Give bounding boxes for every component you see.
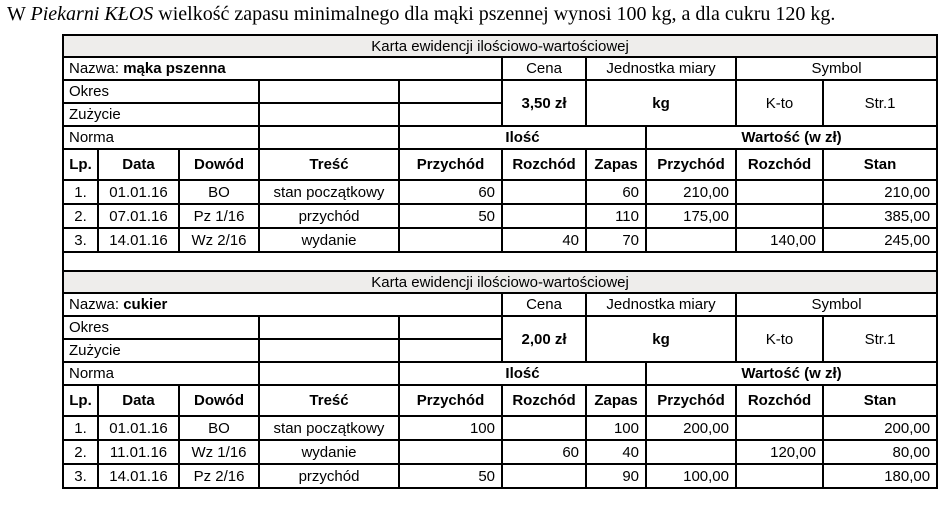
intro-bakery-name: Piekarni KŁOS [30, 3, 154, 25]
card-title-row [63, 35, 937, 57]
cell: przychód [259, 464, 399, 488]
cell: 180,00 [823, 464, 937, 488]
col-header-przychod-ilosc: Przychód [399, 385, 502, 416]
cell: 07.01.16 [98, 204, 179, 228]
norma-row [63, 362, 937, 385]
cell: 210,00 [823, 180, 937, 204]
table-row [63, 204, 937, 228]
cell: 110 [586, 204, 646, 228]
cell [502, 180, 586, 204]
norma-row [63, 126, 937, 149]
col-header-przychod-wartosc: Przychód [646, 385, 736, 416]
intro-prefix: W [7, 3, 31, 25]
name-label: Nazwa: [69, 296, 120, 313]
cell [399, 440, 502, 464]
intro-sentence [0, 0, 938, 26]
cell: 90 [586, 464, 646, 488]
col-header-stan: Stan [823, 385, 937, 416]
cell: 40 [586, 440, 646, 464]
col-header-stan: Stan [823, 149, 937, 180]
cell: wydanie [259, 440, 399, 464]
col-header-rozchod-ilosc: Rozchód [502, 385, 586, 416]
cell [502, 464, 586, 488]
cell [736, 180, 823, 204]
cell: 50 [399, 204, 502, 228]
col-header-tresc: Treść [259, 385, 399, 416]
col-header-dowod: Dowód [179, 149, 259, 180]
cell [259, 80, 399, 103]
spacer-row [63, 252, 937, 271]
okres-row [63, 316, 937, 339]
cell: 60 [586, 180, 646, 204]
price-header: Cena [502, 57, 586, 80]
table-row [63, 180, 937, 204]
cell: 175,00 [646, 204, 736, 228]
zuzycie-label: Zużycie [63, 339, 259, 362]
unit-header: Jednostka miary [586, 57, 736, 80]
cell: 120,00 [736, 440, 823, 464]
cell: 1. [63, 180, 98, 204]
cell: stan początkowy [259, 180, 399, 204]
name-row [63, 293, 937, 316]
cell: wydanie [259, 228, 399, 252]
cell: 245,00 [823, 228, 937, 252]
cell: 100 [586, 416, 646, 440]
cell [502, 416, 586, 440]
wartosc-group-header: Wartość (w zł) [646, 126, 937, 149]
cell: Wz 1/16 [179, 440, 259, 464]
name-row [63, 57, 937, 80]
table-row [63, 440, 937, 464]
cell: Wz 2/16 [179, 228, 259, 252]
cell [399, 316, 502, 339]
wartosc-group-header: Wartość (w zł) [646, 362, 937, 385]
cell [399, 339, 502, 362]
cell [259, 339, 399, 362]
str-value: Str.1 [823, 80, 937, 126]
col-header-data: Data [98, 149, 179, 180]
column-header-row [63, 385, 937, 416]
cell: stan początkowy [259, 416, 399, 440]
cell: przychód [259, 204, 399, 228]
cell: 50 [399, 464, 502, 488]
cell [502, 204, 586, 228]
table-row [63, 464, 937, 488]
spacer-section [63, 252, 937, 271]
cell: 80,00 [823, 440, 937, 464]
card-cukier [63, 271, 937, 488]
cell: 1. [63, 416, 98, 440]
name-label: Nazwa: [69, 60, 120, 77]
unit-value: kg [586, 316, 736, 362]
cell: 385,00 [823, 204, 937, 228]
kto-value: K-to [736, 316, 823, 362]
unit-header: Jednostka miary [586, 293, 736, 316]
cell: 14.01.16 [98, 228, 179, 252]
price-value: 2,00 zł [502, 316, 586, 362]
price-value: 3,50 zł [502, 80, 586, 126]
col-header-rozchod-wartosc: Rozchód [736, 385, 823, 416]
cell: 200,00 [646, 416, 736, 440]
cell: 14.01.16 [98, 464, 179, 488]
name-cell [63, 57, 502, 80]
cell: 60 [502, 440, 586, 464]
cell: 2. [63, 204, 98, 228]
okres-label: Okres [63, 80, 259, 103]
col-header-zapas: Zapas [586, 385, 646, 416]
symbol-header: Symbol [736, 57, 937, 80]
cell: 01.01.16 [98, 416, 179, 440]
col-header-rozchod-ilosc: Rozchód [502, 149, 586, 180]
cell [259, 126, 399, 149]
cell: 01.01.16 [98, 180, 179, 204]
col-header-przychod-wartosc: Przychód [646, 149, 736, 180]
cell: Pz 1/16 [179, 204, 259, 228]
str-value: Str.1 [823, 316, 937, 362]
table-row [63, 416, 937, 440]
cell [399, 80, 502, 103]
cell [259, 362, 399, 385]
cell [736, 464, 823, 488]
kto-value: K-to [736, 80, 823, 126]
cell: Pz 2/16 [179, 464, 259, 488]
cell [646, 440, 736, 464]
cell [736, 204, 823, 228]
price-header: Cena [502, 293, 586, 316]
cell: 100 [399, 416, 502, 440]
col-header-przychod-ilosc: Przychód [399, 149, 502, 180]
cell: 200,00 [823, 416, 937, 440]
cell: 60 [399, 180, 502, 204]
cell: 3. [63, 228, 98, 252]
unit-value: kg [586, 80, 736, 126]
cell [399, 103, 502, 126]
cell: 11.01.16 [98, 440, 179, 464]
col-header-tresc: Treść [259, 149, 399, 180]
cell: 40 [502, 228, 586, 252]
name-cell [63, 293, 502, 316]
column-header-row [63, 149, 937, 180]
norma-label: Norma [63, 126, 259, 149]
card-title: Karta ewidencji ilościowo-wartościowej [63, 35, 937, 57]
cell: 210,00 [646, 180, 736, 204]
cell [399, 228, 502, 252]
cell: 140,00 [736, 228, 823, 252]
card-title: Karta ewidencji ilościowo-wartościowej [63, 271, 937, 293]
intro-rest: wielkość zapasu minimalnego dla mąki pszennej wynosi 100 kg, a dla cukru 120 kg. [153, 3, 836, 25]
card-maka-pszenna [63, 35, 937, 252]
ilosc-group-header: Ilość [399, 126, 646, 149]
card-title-row [63, 271, 937, 293]
record-card-table [62, 34, 938, 489]
cell: 100,00 [646, 464, 736, 488]
cell: 70 [586, 228, 646, 252]
spacer-cell [63, 252, 937, 271]
cell: BO [179, 416, 259, 440]
norma-label: Norma [63, 362, 259, 385]
cell [259, 316, 399, 339]
name-value: mąka pszenna [123, 60, 226, 77]
cell: BO [179, 180, 259, 204]
col-header-lp: Lp. [63, 149, 98, 180]
col-header-data: Data [98, 385, 179, 416]
cell [736, 416, 823, 440]
zuzycie-label: Zużycie [63, 103, 259, 126]
cell [646, 228, 736, 252]
cell [259, 103, 399, 126]
okres-label: Okres [63, 316, 259, 339]
cell: 2. [63, 440, 98, 464]
table-row [63, 228, 937, 252]
col-header-dowod: Dowód [179, 385, 259, 416]
ilosc-group-header: Ilość [399, 362, 646, 385]
col-header-lp: Lp. [63, 385, 98, 416]
col-header-rozchod-wartosc: Rozchód [736, 149, 823, 180]
col-header-zapas: Zapas [586, 149, 646, 180]
okres-row [63, 80, 937, 103]
name-value: cukier [123, 296, 168, 313]
symbol-header: Symbol [736, 293, 937, 316]
cell: 3. [63, 464, 98, 488]
